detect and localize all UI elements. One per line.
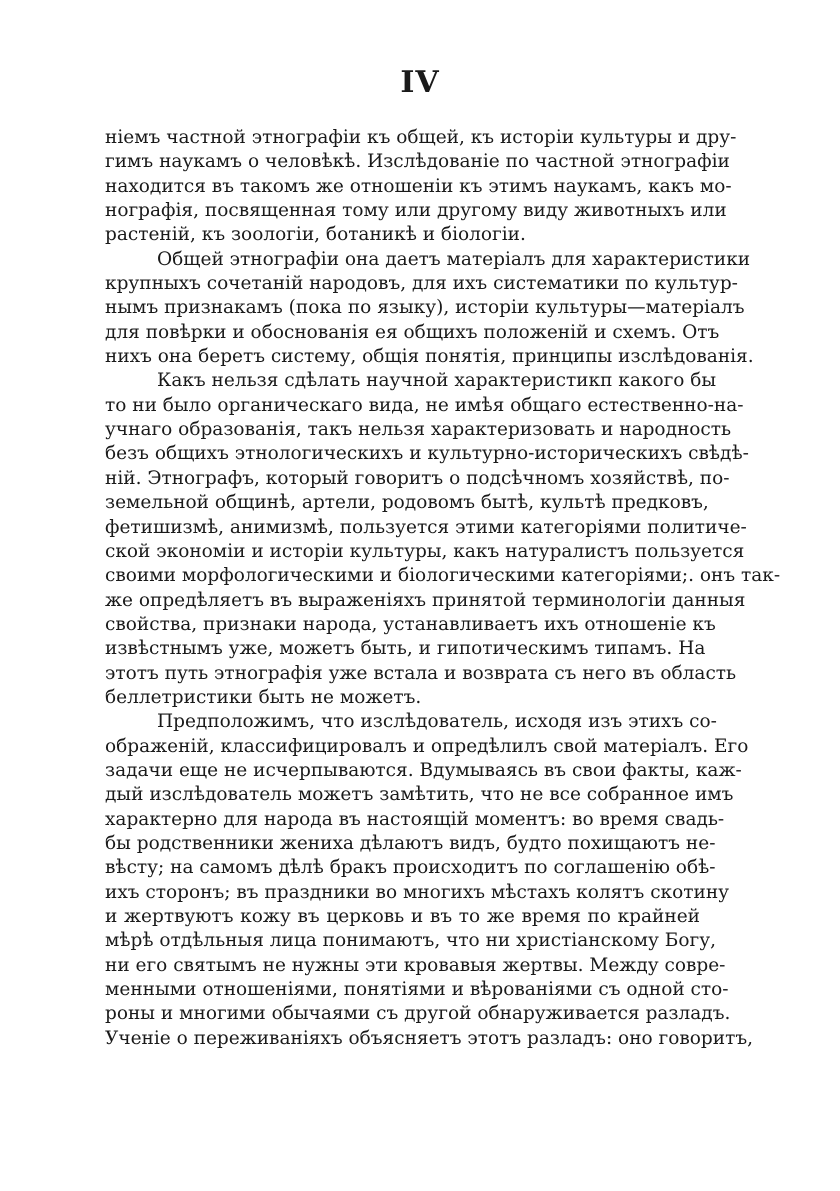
text-line: беллетристики быть не можетъ.	[105, 686, 422, 708]
text-line: мѣрѣ отдѣльныя лица понимаютъ, что ни христіанскому Богу,	[105, 930, 716, 952]
text-line: менными отношеніями, понятіями и вѣрованіями съ одной сто-	[105, 979, 729, 1001]
text-line: своими морфологическими и біологическими категоріями;. онъ так-	[105, 565, 781, 587]
text-line: безъ общихъ этнологическихъ и культурно-историческихъ свѣдѣ-	[105, 443, 749, 465]
text-line: вѣсту; на самомъ дѣлѣ бракъ происходитъ по соглашенію обѣ-	[105, 857, 716, 879]
text-line: Какъ нельзя сдѣлать научной характеристикп какого бы	[157, 370, 717, 392]
text-line: этотъ путь этнографія уже встала и возврата съ него въ область	[105, 662, 737, 684]
text-line: ніемъ частной этнографіи къ общей, къ исторіи культуры и дру-	[105, 127, 737, 148]
text-line: дый изслѣдователь можетъ замѣтить, что не все собранное имъ	[105, 784, 734, 806]
text-line: Предположимъ, что изслѣдователь, исходя изъ этихъ со-	[157, 711, 717, 733]
text-line: ихъ сторонъ; въ праздники во многихъ мѣстахъ колятъ скотину	[105, 881, 730, 903]
text-line: свойства, признаки народа, устанавливаетъ ихъ отношеніе къ	[105, 613, 716, 635]
text-line: ни его святымъ не нужны эти кровавыя жертвы. Между совре-	[105, 954, 726, 976]
text-line: нографія, посвященная тому или другому виду животныхъ или	[105, 200, 727, 222]
text-line: нымъ признакамъ (пока по языку), исторіи культуры—матеріалъ	[105, 297, 745, 319]
text-line: крупныхъ сочетаній народовъ, для ихъ систематики по культур-	[105, 273, 738, 295]
text-line: ображеній, классифицировалъ и опредѣлилъ свой матеріалъ. Его	[105, 735, 749, 757]
text-line: гимъ наукамъ о человѣкѣ. Изслѣдованіе по частной этнографіи	[105, 151, 730, 173]
text-line: роны и многими обычаями съ другой обнаруживается разладъ.	[105, 1003, 731, 1025]
text-line: Ученіе о переживаніяхъ объясняетъ этотъ разладъ: оно говоритъ,	[105, 1027, 753, 1049]
text-line: находится въ такомъ же отношеніи къ этимъ наукамъ, какъ мо-	[105, 175, 732, 197]
text-line: же опредѣляетъ въ выраженіяхъ принятой терминологіи данныя	[105, 589, 746, 611]
text-line: нихъ она беретъ систему, общія понятія, принципы изслѣдованія.	[105, 346, 754, 368]
body-text	[105, 126, 781, 1051]
text-line: то ни было органическаго вида, не имѣя общаго естественно-на-	[105, 394, 744, 416]
text-line: ской экономіи и исторіи культуры, какъ натуралистъ пользуется	[105, 540, 745, 562]
text-line: земельной общинѣ, артели, родовомъ бытѣ, культѣ предковъ,	[105, 492, 709, 514]
text-line: задачи еще не исчерпываются. Вдумываясь въ свои факты, каж-	[105, 759, 742, 781]
text-line: бы родственники жениха дѣлаютъ видъ, будто похищаютъ не-	[105, 832, 716, 854]
text-line: для повѣрки и обоснованія ея общихъ положеній и схемъ. Отъ	[105, 321, 720, 343]
text-line: извѣстнымъ уже, можетъ быть, и гипотическимъ типамъ. На	[105, 638, 706, 660]
page-number: IV	[400, 65, 440, 100]
text-line: ній. Этнографъ, который говоритъ о подсѣчномъ хозяйствѣ, по-	[105, 467, 730, 489]
text-line: растеній, къ зоологіи, ботаникѣ и біологіи.	[105, 224, 526, 246]
text-line: характерно для народа въ настоящій моментъ: во время свадь-	[105, 808, 725, 830]
text-line: Общей этнографіи она даетъ матеріалъ для характеристики	[157, 248, 751, 270]
text-line: и жертвуютъ кожу въ церковь и въ то же время по крайней	[105, 906, 700, 927]
text-line: фетишизмѣ, анимизмѣ, пользуется этими категоріями политиче-	[105, 516, 747, 538]
text-line: учнаго образованія, такъ нельзя характеризовать и народность	[105, 419, 732, 441]
